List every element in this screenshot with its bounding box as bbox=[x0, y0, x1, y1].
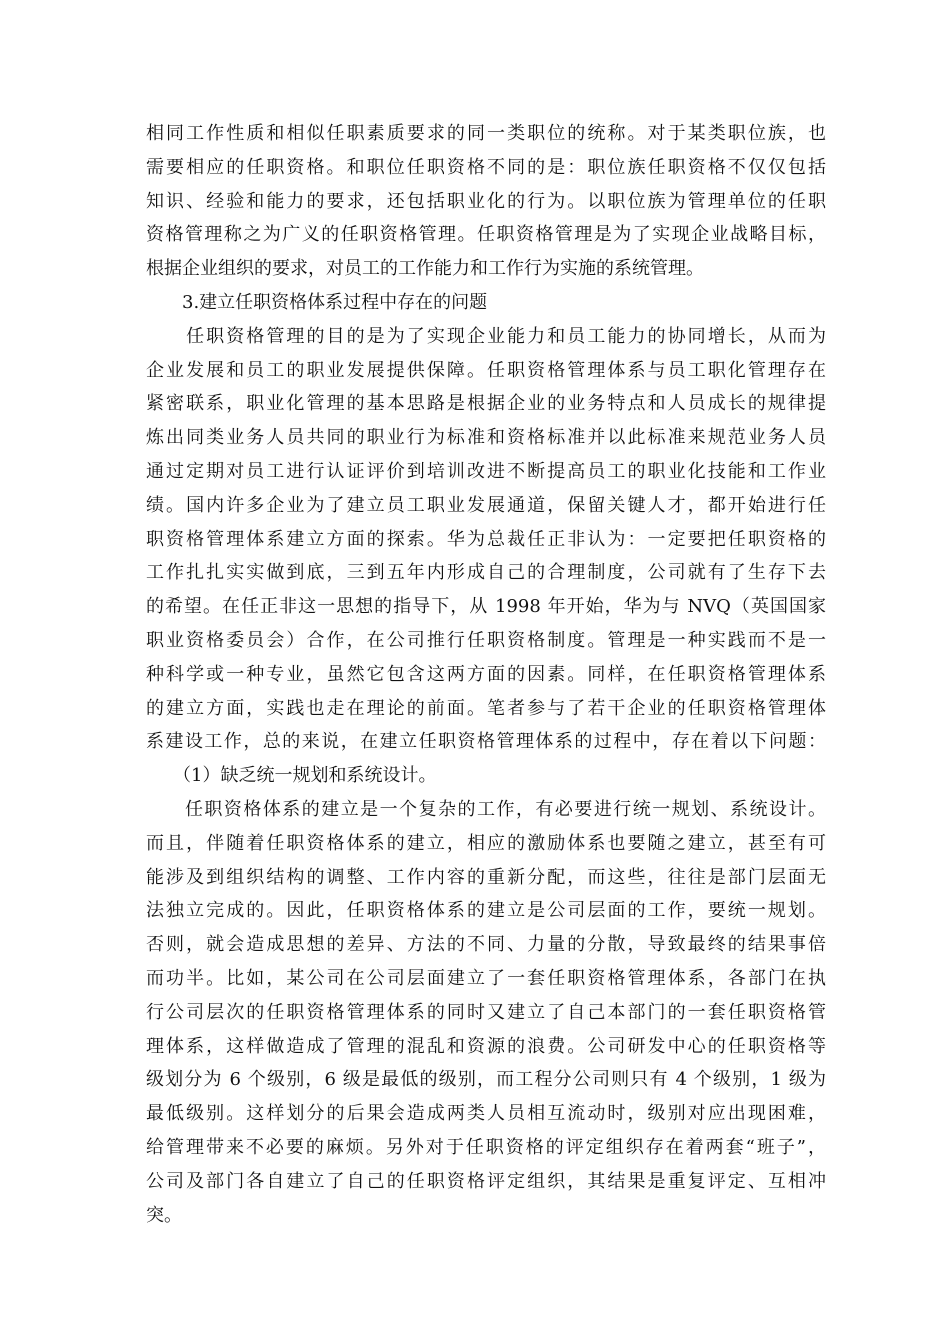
subsection-heading: （1）缺乏统一规划和系统设计。 bbox=[146, 765, 437, 787]
section-heading: 3.建立任职资格体系过程中存在的问题 bbox=[146, 291, 488, 313]
text-line: 根据企业组织的要求，对员工的工作能力和工作行为实施的系统管理。 bbox=[146, 258, 704, 280]
text-line: 种科学或一种专业，虽然它包含这两方面的因素。同样，在任职资格管理体系 bbox=[146, 663, 826, 685]
text-line: 工作扎扎实实做到底，三到五年内形成自己的合理制度，公司就有了生存下去 bbox=[146, 562, 826, 584]
text-line: 需要相应的任职资格。和职位任职资格不同的是：职位族任职资格不仅仅包括 bbox=[146, 156, 826, 178]
text-line: 级划分为 6 个级别，6 级是最低的级别，而工程分公司则只有 4 个级别，1 级为 bbox=[146, 1069, 826, 1091]
text-line: 紧密联系，职业化管理的基本思路是根据企业的业务特点和人员成长的规律提 bbox=[146, 393, 826, 415]
text-line: 而功半。比如，某公司在公司层面建立了一套任职资格管理体系，各部门在执 bbox=[146, 967, 826, 989]
text-line: 否则，就会造成思想的差异、方法的不同、力量的分散，导致最终的结果事倍 bbox=[146, 934, 826, 956]
text-line: 任职资格管理的目的是为了实现企业能力和员工能力的协同增长，从而为 bbox=[146, 325, 826, 347]
text-line: 给管理带来不必要的麻烦。另外对于任职资格的评定组织存在着两套“班子”， bbox=[146, 1136, 826, 1158]
text-line: 而且，伴随着任职资格体系的建立，相应的激励体系也要随之建立，甚至有可 bbox=[146, 832, 826, 854]
text-line: 公司及部门各自建立了自己的任职资格评定组织，其结果是重复评定、互相冲 bbox=[146, 1170, 826, 1192]
text-line: 炼出同类业务人员共同的职业行为标准和资格标准并以此标准来规范业务人员 bbox=[146, 427, 826, 449]
text-line: 通过定期对员工进行认证评价到培训改进不断提高员工的职业化技能和工作业 bbox=[146, 460, 826, 482]
text-line: 能涉及到组织结构的调整、工作内容的重新分配，而这些，往往是部门层面无 bbox=[146, 866, 826, 888]
text-line: 相同工作性质和相似任职素质要求的同一类职位的统称。对于某类职位族，也 bbox=[146, 123, 826, 144]
text-line: 法独立完成的。因此，任职资格体系的建立是公司层面的工作，要统一规划。 bbox=[146, 900, 826, 922]
text-line: 绩。国内许多企业为了建立员工职业发展通道，保留关键人才，都开始进行任 bbox=[146, 494, 826, 516]
text-line: 突。 bbox=[146, 1204, 182, 1226]
text-line: 理体系，这样做造成了管理的混乱和资源的浪费。公司研发中心的任职资格等 bbox=[146, 1035, 826, 1057]
text-line: 任职资格体系的建立是一个复杂的工作，有必要进行统一规划、系统设计。 bbox=[146, 798, 826, 820]
text-line: 系建设工作，总的来说，在建立任职资格管理体系的过程中，存在着以下问题： bbox=[146, 731, 826, 753]
text-line: 资格管理称之为广义的任职资格管理。任职资格管理是为了实现企业战略目标， bbox=[146, 224, 826, 246]
text-line: 职资格管理体系建立方面的探索。华为总裁任正非认为：一定要把任职资格的 bbox=[146, 528, 826, 550]
document-body bbox=[146, 117, 826, 1232]
text-line: 最低级别。这样划分的后果会造成两类人员相互流动时，级别对应出现困难， bbox=[146, 1103, 826, 1125]
text-line: 知识、经验和能力的要求，还包括职业化的行为。以职位族为管理单位的任职 bbox=[146, 190, 826, 212]
text-line: 的希望。在任正非这一思想的指导下，从 1998 年开始，华为与 NVQ（英国国家 bbox=[146, 596, 826, 618]
text-line: 职业资格委员会）合作，在公司推行任职资格制度。管理是一种实践而不是一 bbox=[146, 629, 826, 651]
text-line: 行公司层次的任职资格管理体系的同时又建立了自己本部门的一套任职资格管 bbox=[146, 1001, 826, 1023]
text-line: 的建立方面，实践也走在理论的前面。笔者参与了若干企业的任职资格管理体 bbox=[146, 697, 826, 719]
text-line: 企业发展和员工的职业发展提供保障。任职资格管理体系与员工职化管理存在 bbox=[146, 359, 826, 381]
